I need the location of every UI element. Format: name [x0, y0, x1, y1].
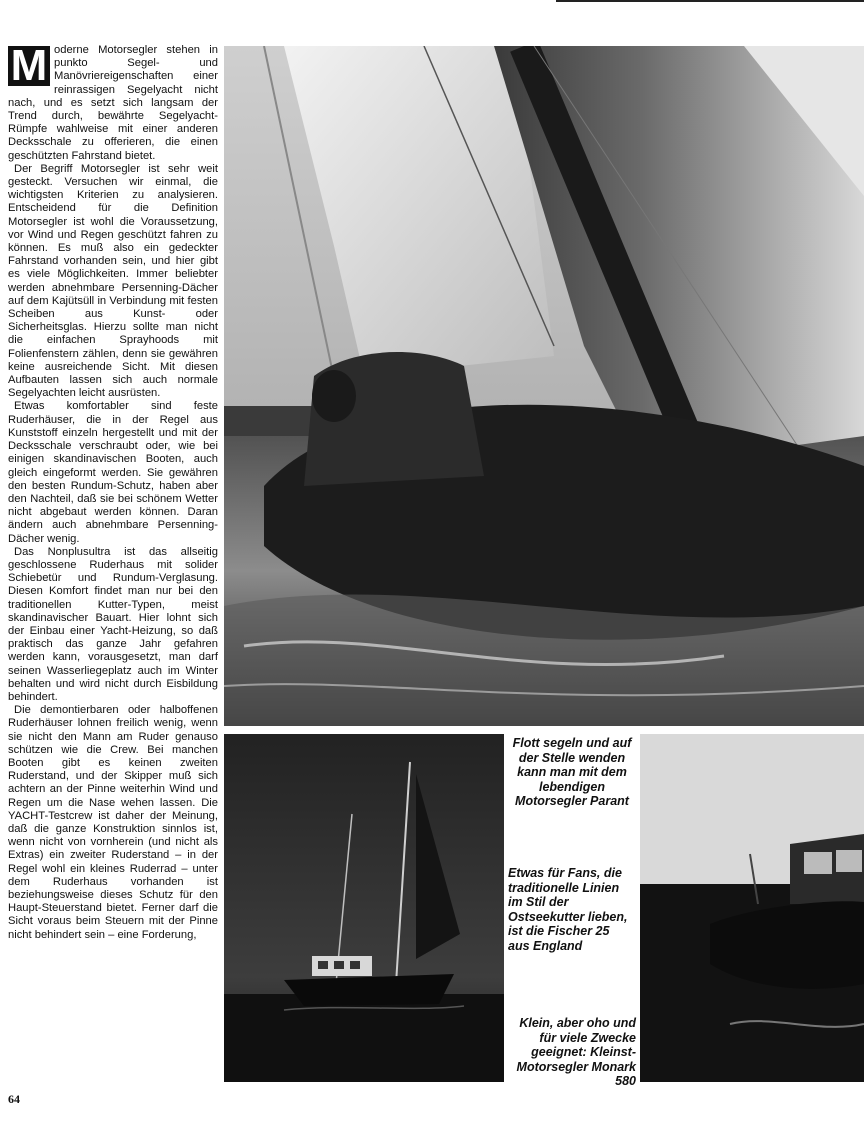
article-paragraph-3: Etwas komfortabler sind feste Ruderhäuser, die in der Regel aus Kunststoff einzeln hergestellt und mit der Decksschale verschraubt oder, wie bei einigen skandinavischen Booten, auch gleich eingeformt werden. Sie gewähren den besten Rundum-Schutz, haben aber den Nachteil, daß sie bei schönem Wetter nicht abgebaut werden können. Daran ändern auch abnehmbare Persenning-Dächer wenig. [8, 400, 218, 545]
caption-parant: Flott segeln und auf der Stelle wenden kann man mit dem lebendigen Motorsegler Parant [512, 736, 632, 808]
article-paragraph-2: Der Begriff Motorsegler ist sehr weit gesteckt. Versuchen wir einmal, die wichtigsten Kriterien zu analysieren. Entscheidend für die Definition Motorsegler ist wohl die Voraussetzung, vor Wind und Regen geschützt fahren zu können. Es muß also ein gedeckter Fahrstand vorhanden sein, und hier gibt es viele Möglichkeiten. Immer beliebter werden abnehmbare Persenning-Dächer auf dem Kajütsüll in Verbindung mit festen Scheiben aus Kunst- oder Sicherheitsglas. Hierzu sollte man nicht die einfachen Sprayhoods mit Folienfenstern zählen, denn sie gewähren keine ausreichende Sicht. Mit diesen Aufbauten lassen sich auch normale Segelyachten leicht ausrüsten. [8, 162, 218, 400]
article-paragraph-4: Das Nonplusultra ist das allseitig geschlossene Ruderhaus mit solider Schiebetür und Rundum-Verglasung. Diesen Komfort findet man nur bei den traditionellen Kutter-Typen, meist skandinavischer Bauart. Hier lohnt sich der Einbau einer Yacht-Heizung, so daß praktisch das ganze Jahr gefahren werden kann, vorausgesetzt, man darf seinen Wasserliegeplatz auch im Winter behalten und wird nicht durch Eisbildung behindert. [8, 545, 218, 703]
photo-sailing-parant [224, 46, 864, 726]
photo-fischer-25 [224, 734, 504, 1082]
photo-monark-580 [640, 734, 864, 1082]
caption-fischer-25: Etwas für Fans, die traditionelle Linien im Stil der Ostseekutter lieben, ist die Fischer 25 aus England [508, 866, 628, 953]
article-text-column [8, 41, 218, 942]
article-paragraph-5: Die demontierbaren oder halboffenen Ruderhäuser lohnen freilich wenig, wenn sie nicht den Mann am Ruder genauso schützen wie die Crew. Bei manchen Booten gibt es keinen zweiten Ruderstand, und der Skipper muß sich achtern an der Pinne weiterhin Wind und Regen um die Nase wehen lassen. Die YACHT-Testcrew ist daher der Meinung, daß die ganze Konstruktion sinnlos ist, wenn nicht von vornherein (und nicht als Extras) ein zweiter Ruderstand – in der Regel wohl ein kleines Ruderrad – unter dem Ruderhaus vorhanden ist beziehungsweise dieses Schutz für den Haupt-Steuerstand bietet. Ferner darf die Sicht voraus beim Steuern mit der Pinne nicht behindert sein – eine Forderung, [8, 704, 218, 941]
article-paragraph-1: M oderne Motorsegler stehen in punkto Segel- und Manövriereigenschaften einer reinrassigen Segelyacht nicht nach, und es setzt sich langsam der Trend durch, bewährte Segelyacht-Rümpfe wahlweise mit einer anderen Decksschale zu offerieren, die einen geschützten Fahrstand bietet. [8, 41, 218, 162]
caption-monark-580: Klein, aber oho und für viele Zwecke geeignet: Kleinst-Motorsegler Monark 580 [516, 1016, 636, 1088]
top-rule [556, 0, 864, 2]
page-number: 64 [8, 1092, 20, 1106]
drop-cap: M [8, 46, 50, 86]
